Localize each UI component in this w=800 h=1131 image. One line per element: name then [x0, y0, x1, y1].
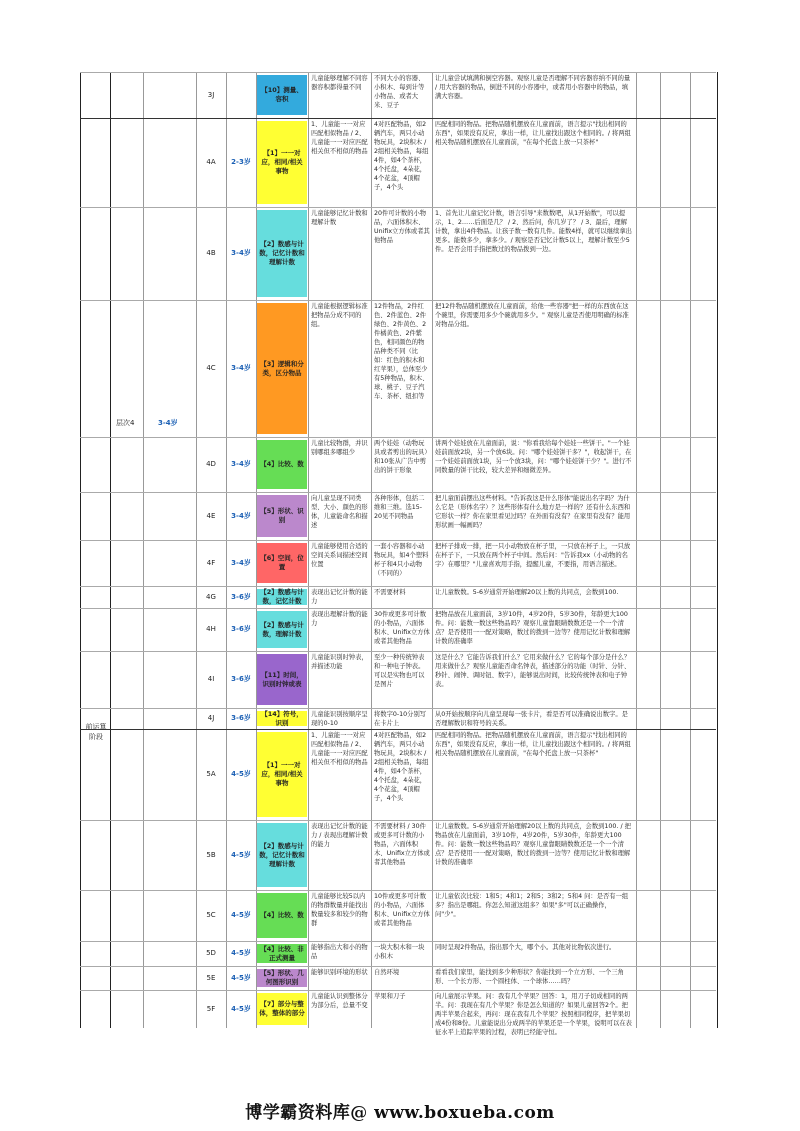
goal-cell: 表现出记忆计数的能力 [311, 589, 368, 605]
activity-cell: 同时呈现2件物品，指出那个大，哪个小。其他对比物依次进行。 [435, 944, 616, 951]
materials-cell: 4对匹配物品，如2辆汽车，两只小动物玩具，2块积木 / 2组相关物品，每组4件，如4个茶杯，4个托盘，4朵花，4个花盆，4顶帽子，4个头 [374, 732, 429, 802]
materials-cell: 两个娃娃（动物玩具或者剪出的玩具）和10张从广告中剪出的饼干形象 [374, 440, 428, 474]
goal-cell: 儿童能够记忆计数和理解计数 [311, 210, 368, 226]
category-cell: 【6】空间，位置 [257, 543, 307, 583]
category-cell: 【1】一一对应，相同/相关事物 [257, 732, 307, 817]
item-code: 4I [207, 675, 215, 683]
goal-cell: 儿童能识别按顺序呈现的0-10 [311, 711, 368, 727]
activity-cell: 这是什么？它能告诉我们什么？它用来做什么？它的每个部分是什么？用来做什么？观察儿童能否命名钟表，描述部分的功能（时针、分针、秒针、闹钟、调时钮、数字），能够说出时间，比较传统钟表和电子钟表。 [435, 654, 631, 688]
age-range: 3-6岁 [231, 714, 251, 722]
activity-cell: 把物品放在儿童面前，3岁10件，4岁20件，5岁30件，年龄更大100件。问：能数一数这些物品吗？观察儿童靠眼睛数数还是一个一个清点？是否使用一一配对策略，数过的拨到一边等？使用记忆计数和理解计数的准确率 [435, 611, 631, 645]
materials-cell: 不需要材料 / 30件或更多可计数的小物品，六面体积木、Unifix立方体或者其他物品 [374, 823, 430, 866]
activity-cell: 让儿童尝试填满和倒空容器。观察儿童是否理解不同容器容纳不同的量 / 用大容器的物品，倒进不同的小容器中，或者用小容器中的物品，填满大容器。 [435, 75, 631, 100]
age-range: 3-4岁 [231, 249, 251, 257]
materials-cell: 30件或更多可计数的小物品，六面体积木、Unifix立方体或者其他物品 [374, 611, 430, 645]
age-range: 4-5岁 [231, 851, 251, 859]
activity-cell: 1、首先让儿童记忆计数，语言引导"来数数吧，从1开始数"，可以提示，1、2……后面是几？ / 2、然后问，你几岁了？ / 3、最后，理解计数，拿出4件物品。让孩子数一数有几件。能数4样，就可以继续拿出更多。能数多少，拿多少。/ 观察是否记忆计数5以上，理解计数至少5件。是否会用手指把数过的物品拨到一边。 [435, 210, 632, 253]
age-range: 3-6岁 [231, 593, 251, 601]
materials-cell: 将数字0-10分别写在卡片上 [374, 711, 427, 727]
materials-cell: 自然环境 [374, 969, 400, 976]
item-code: 5C [206, 911, 216, 919]
item-code: 4H [206, 625, 216, 633]
activity-cell: 看看我们家里，能找到多少种形状？你能找到一个立方形、一个三角形、一个长方形、一个圆柱体、一个球体……吗？ [435, 969, 624, 985]
age-range: 4-5岁 [231, 949, 251, 957]
activity-cell: 讲两个娃娃放在儿童面前，说："你看我给每个娃娃一些饼干。"一个娃娃前面放2块，另一个放6块。问："哪个娃娃饼干多？"，收起饼干，在一个娃娃前面放1块，另一个放3块，问："哪个娃娃饼干少？"。进行不同数量的饼干比较，较大差异和细微差异。 [435, 440, 632, 474]
goal-cell: 儿童能够使用合适的空间关系词描述空间位置 [311, 543, 368, 568]
footer-watermark: 博学霸资料库@ www.boxueba.com [245, 1103, 555, 1123]
category-cell: 【2】数感与计数，理解计数 [257, 611, 307, 648]
category-cell: 【11】时间，识别时钟或表 [257, 654, 307, 705]
age-range [226, 73, 256, 117]
age-range: 4-5岁 [231, 974, 251, 982]
age-range: 3-4岁 [231, 364, 251, 372]
activity-cell: 把儿童面前摆出这些材料。"告诉我这是什么形体"能说出名字吗？为什么它是（形体名字）？这些形体有什么地方是一样的？还有什么东西和它形状一样？你在家里看见过吗？在外面有没有？在家里有没有？能用形状画一幅画吗？ [435, 495, 631, 529]
goal-cell: 向儿童呈现不同类型、大小、颜色的形体，儿童能命名和描述 [311, 495, 368, 529]
category-cell: 【3】逻辑和分类，区分物品 [257, 303, 307, 434]
goal-cell: 儿童能认识到整体分为部分后，总量不变 [311, 993, 368, 1009]
category-cell: 【4】比较、非正式测量 [257, 944, 307, 963]
materials-cell: 各种形体，包括二维和三维。选15-20见不同物品 [374, 495, 425, 520]
activity-cell: 匹配相同的物品。把物品随机摆放在儿童面前，语言提示"找出相同的东西"，如果没有反应，拿出一样，让儿童找出跟这个相同的。/ 将两组相关物品随机摆放在儿童面前，"在每个托盘上放一只茶杯" [435, 732, 631, 757]
goal-cell: 1、儿童能一一对应匹配相似物品 / 2、儿童能一一对应匹配相关但不相似的物品 [311, 732, 368, 766]
activity-cell: 让儿童依次比较：1和5；4和1；2和5；3和2；5和4 问：是否有一组多？指出是哪组。你怎么知道这组多？如果"多"可以正确操作，问"少"。 [435, 893, 629, 918]
materials-cell: 10件或更多可计数的小物品，六面体积木、Unifix立方体或者其他物品 [374, 893, 430, 927]
age-range: 3-4岁 [231, 559, 251, 567]
materials-cell: 苹果和刀子 [374, 993, 406, 1000]
category-cell: 【14】符号，识别 [257, 711, 307, 726]
item-code: 5F [206, 1005, 216, 1013]
age-range: 4-5岁 [231, 1005, 251, 1013]
activity-cell: 从0开始按顺序向儿童呈现每一张卡片，看是否可以准确说出数字。是否理解数识和符号的关系。 [435, 711, 628, 727]
goal-cell: 表现出理解计数的能力 [311, 611, 368, 627]
age-range: 2-3岁 [231, 158, 251, 166]
goal-cell: 儿童能识别时钟表，并描述功能 [311, 654, 368, 670]
category-cell: 【2】数感与计数，记忆计数和理解计数 [257, 823, 307, 887]
item-code: 4G [206, 593, 216, 601]
item-code: 4A [206, 158, 216, 166]
materials-cell: 4对匹配物品，如2辆汽车，两只小动物玩具，2块积木 / 2组相关物品，每组4件，如4个茶杯，4个托盘，4朵花，4个花盆，4顶帽子，4个头 [374, 121, 429, 191]
age-range: 4-5岁 [231, 911, 251, 919]
age-range: 3-4岁 [231, 460, 251, 468]
age-range: 4-5岁 [231, 770, 251, 778]
goal-cell: 儿童能根据逻辑标准把物品分成不同的组。 [311, 303, 368, 328]
category-cell: 【4】比较、数 [257, 440, 307, 489]
materials-cell: 12件物品，2件红色、2件蓝色、2件绿色、2件黄色、2件橘黄色、2件紫色，相同颜色的物品种类不同（比如：红色的积木和红苹果），总体至少有5种物品，积木、球、桃子、豆子汽车、茶杯、纽扣等 [374, 303, 429, 400]
item-code: 5E [206, 974, 216, 982]
category-cell: 【7】部分与整体，整体的部分 [257, 993, 307, 1025]
category-cell: 【2】数感与计数，记忆计数和理解计数 [257, 210, 307, 297]
level-label: 层次4 [116, 419, 135, 427]
materials-cell: 一套小容器和小动物玩具，如4个塑料杯子和4只小动物（不同的） [374, 543, 429, 577]
item-code: 4E [206, 512, 216, 520]
item-code: 3J [207, 91, 215, 99]
activity-cell: 把杯子排成一排，把一只小动物放在杯子里，一只放在杯子上，一只放在杯子下，一只放在两个杯子中间。然后问："告诉我xx（小动物的名字）在哪里？"儿童喜欢用手指，提醒儿童，不要指，用语言描述。 [435, 543, 631, 568]
activity-cell: 匹配相同的物品。把物品随机摆放在儿童面前，语言提示"找出相同的东西"，如果没有反应，拿出一样，让儿童找出跟这个相同的。/ 将两组相关物品随机摆放在儿童面前，"在每个托盘上放一只茶杯" [435, 121, 631, 146]
stage-label: 前运算阶段 [85, 723, 107, 741]
category-cell: 【5】形状、识别 [257, 495, 307, 537]
item-code: 5B [206, 851, 216, 859]
category-cell: 【5】形状、几何图形识别 [257, 969, 307, 987]
materials-cell: 至少一种传统钟表和一种电子钟表。可以是实物也可以是图片 [374, 654, 425, 688]
age-range: 3-6岁 [231, 675, 251, 683]
activity-cell: 向儿童展示苹果。问：我有几个苹果？回答：1，用刀子切成相同的两半。问：我现在有几个苹果？你是怎么知道的？如果儿童回答2个。把两半苹果合起来，再问：现在我有几个苹果？按照相同程序，把苹果切成4份和8份。儿童能说出分成两半的苹果还是一个苹果，说明可以在表征水平上追踪苹果的过程，表明已经能守恒。 [435, 993, 632, 1036]
category-cell: 【4】比较、数 [257, 893, 307, 938]
level-age-label: 3-4岁 [158, 419, 178, 427]
item-code: 4D [206, 460, 216, 468]
goal-cell: 1、儿童能一一对应匹配相似物品 / 2、儿童能一一对应匹配相关但不相似的物品 [311, 121, 368, 155]
item-code: 4F [206, 559, 216, 567]
category-cell: 【10】测量、容积 [257, 75, 307, 115]
materials-cell: 不需要材料 [374, 589, 406, 596]
category-cell: 【2】数感与计数，记忆计数 [257, 589, 307, 605]
item-code: 5A [206, 770, 216, 778]
item-code: 4J [207, 714, 215, 722]
age-range: 3-4岁 [231, 512, 251, 520]
materials-cell: 一块大积木和一块小积木 [374, 944, 425, 960]
goal-cell: 能够识别环境的形状 [311, 969, 368, 976]
goal-cell: 表现出记忆计数的能力 / 表现出理解计数的能力 [311, 823, 368, 848]
age-range: 3-6岁 [231, 625, 251, 633]
goal-cell: 能够指出大和小的物品 [311, 944, 368, 960]
goal-cell: 儿童比较物群，并识别哪组多哪组少 [311, 440, 368, 456]
activity-cell: 让儿童数数。5-6岁通常开始理解20以上数的共同点，会数到100. [435, 589, 619, 596]
goal-cell: 儿童能够理解不同容器容积都得量不同 [311, 75, 368, 91]
item-code: 4B [206, 249, 216, 257]
goal-cell: 儿童能够比较5以内的物群数量并能找出数量较多和较少的物群 [311, 893, 368, 927]
materials-cell: 20件可计数的小物品，六面体积木、Unifix立方体或者其他物品 [374, 210, 430, 244]
category-cell: 【1】一一对应，相同/相关事物 [257, 121, 307, 204]
item-code: 5D [206, 949, 216, 957]
materials-cell: 不同大小的容器、小积木、每到计等小物品、或者大米、豆子 [374, 75, 425, 109]
activity-cell: 把12件物品随机摆放在儿童面前，给他一些容器"把一样的东西放在这个碗里，你需要用多少个碗就用多少。" 观察儿童是否使用明确的标准对物品分组。 [435, 303, 629, 328]
item-code: 4C [206, 364, 216, 372]
activity-cell: 让儿童数数。5-6岁通常开始理解20以上数的共同点，会数到100. / 把物品放在儿童面前，3岁10件，4岁20件，5岁30件，年龄更大100件。问：能数一数这些物品吗？观察儿童靠眼睛数数还是一个一个清点？是否使用一一配对策略，数过的拨到一边等？使用记忆计数和理解计数的准确率 [435, 823, 631, 866]
